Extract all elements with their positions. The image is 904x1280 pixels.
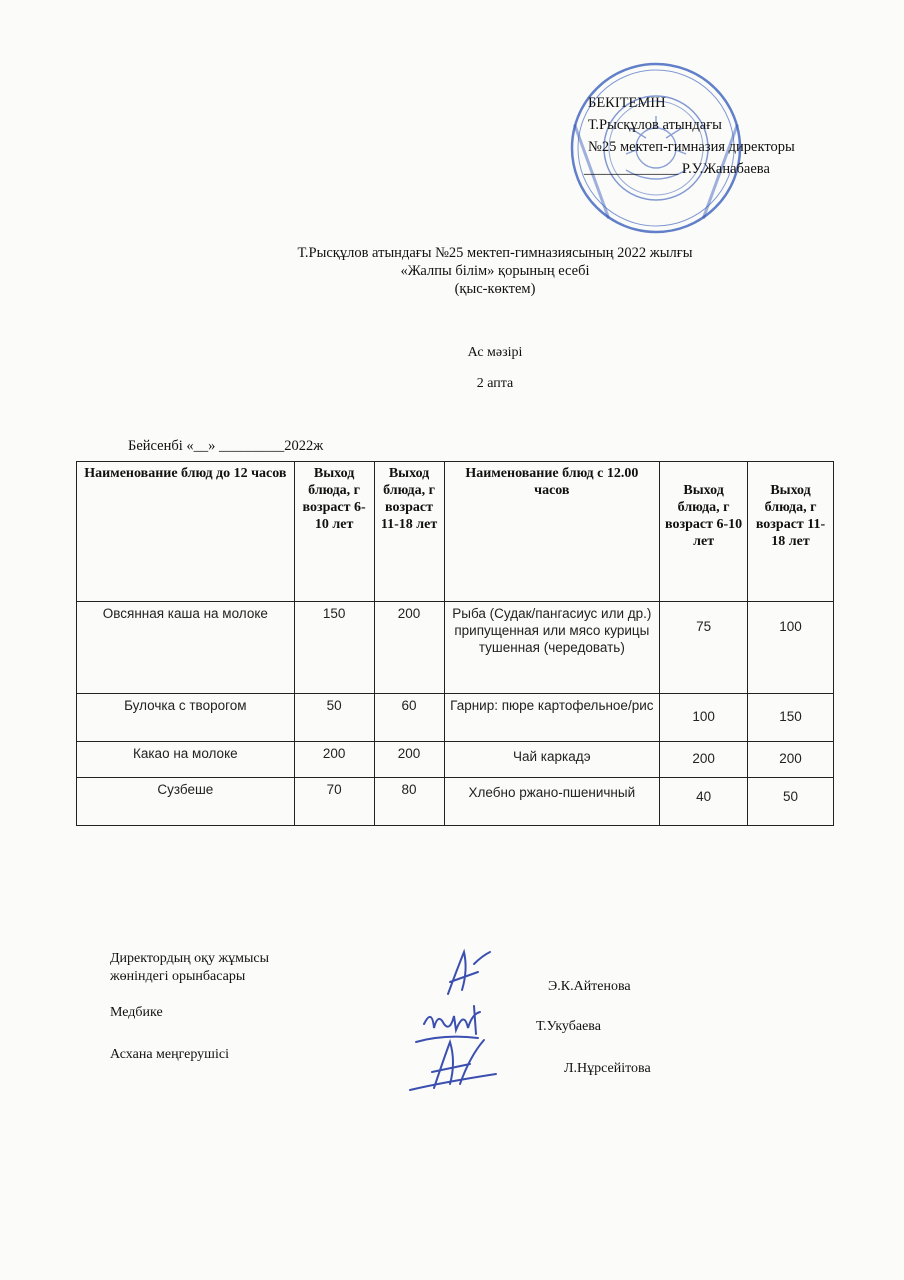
canteen-role: Асхана меңгерушісі [110, 1047, 229, 1062]
table-cell: Булочка с творогом [77, 694, 295, 742]
nurse-name: Т.Укубаева [536, 1019, 601, 1034]
table-header-row [77, 462, 834, 602]
table-row [77, 742, 834, 778]
approval-heading: БЕКІТЕМІН [588, 95, 666, 111]
menu-title: Ас мәзірі [467, 345, 523, 360]
canteen-name: Л.Нұрсейітова [564, 1061, 651, 1076]
table-row [77, 602, 834, 694]
table-cell: 200 [748, 742, 834, 778]
table-cell: Овсянная каша на молоке [77, 602, 295, 694]
title-line-1: Т.Рысқұлов атындағы №25 мектеп-гимназиясының 2022 жылғы [297, 245, 693, 261]
title-line-2: «Жалпы білім» қорының есебі [400, 263, 590, 279]
table-cell: Чай каркадэ [444, 742, 660, 778]
table-cell: 100 [748, 602, 834, 694]
table-cell: Хлебно ржано-пшеничный [444, 778, 660, 826]
table-cell: 50 [748, 778, 834, 826]
header-cell: Выход блюда, г возраст 11-18 лет [374, 462, 444, 602]
header-cell: Выход блюда, г возраст 11-18 лет [748, 462, 834, 602]
table-cell: 150 [748, 694, 834, 742]
deputy-name: Э.К.Айтенова [548, 979, 631, 994]
table-cell: 200 [660, 742, 748, 778]
table-cell: Какао на молоке [77, 742, 295, 778]
deputy-signature-mark [430, 942, 500, 1002]
header-cell: Наименование блюд с 12.00 часов [444, 462, 660, 602]
date-line: Бейсенбі «__» _________2022ж [128, 438, 324, 454]
deputy-role-line-1: Директордың оқу жұмысы [110, 951, 270, 966]
table-cell: 50 [294, 694, 374, 742]
approval-director-title: №25 мектеп-гимназия директоры [588, 139, 795, 155]
header-cell: Выход блюда, г возраст 6-10 лет [294, 462, 374, 602]
table-row [77, 778, 834, 826]
table-cell: Рыба (Судак/пангасиус или др.) припущенная или мясо курицы тушенная (чередовать) [444, 602, 660, 694]
title-line-3: (қыс-көктем) [454, 281, 536, 297]
header-cell: Выход блюда, г возраст 6-10 лет [660, 462, 748, 602]
nurse-role: Медбике [110, 1005, 163, 1020]
approval-director-signature-line: _____________ Р.У.Жанабаева [584, 161, 770, 177]
table-cell: 200 [374, 602, 444, 694]
table-row [77, 694, 834, 742]
table-cell: 80 [374, 778, 444, 826]
week-label: 2 апта [476, 376, 514, 391]
table-cell: 200 [294, 742, 374, 778]
table-cell: 150 [294, 602, 374, 694]
table-cell: 100 [660, 694, 748, 742]
table-cell: 70 [294, 778, 374, 826]
table-cell: 60 [374, 694, 444, 742]
deputy-role-line-2: жөніндегі орынбасары [110, 969, 246, 984]
menu-table [76, 461, 834, 826]
approval-block [584, 92, 795, 180]
table-cell: 75 [660, 602, 748, 694]
canteen-signature-mark [404, 1028, 504, 1094]
table-cell: Сузбеше [77, 778, 295, 826]
approval-school-line: Т.Рысқұлов атындағы [588, 117, 722, 133]
deputy-role [110, 950, 269, 986]
table-cell: 40 [660, 778, 748, 826]
header-cell: Наименование блюд до 12 часов [77, 462, 295, 602]
table-cell: Гарнир: пюре картофельное/рис [444, 694, 660, 742]
document-title [0, 244, 904, 298]
table-cell: 200 [374, 742, 444, 778]
